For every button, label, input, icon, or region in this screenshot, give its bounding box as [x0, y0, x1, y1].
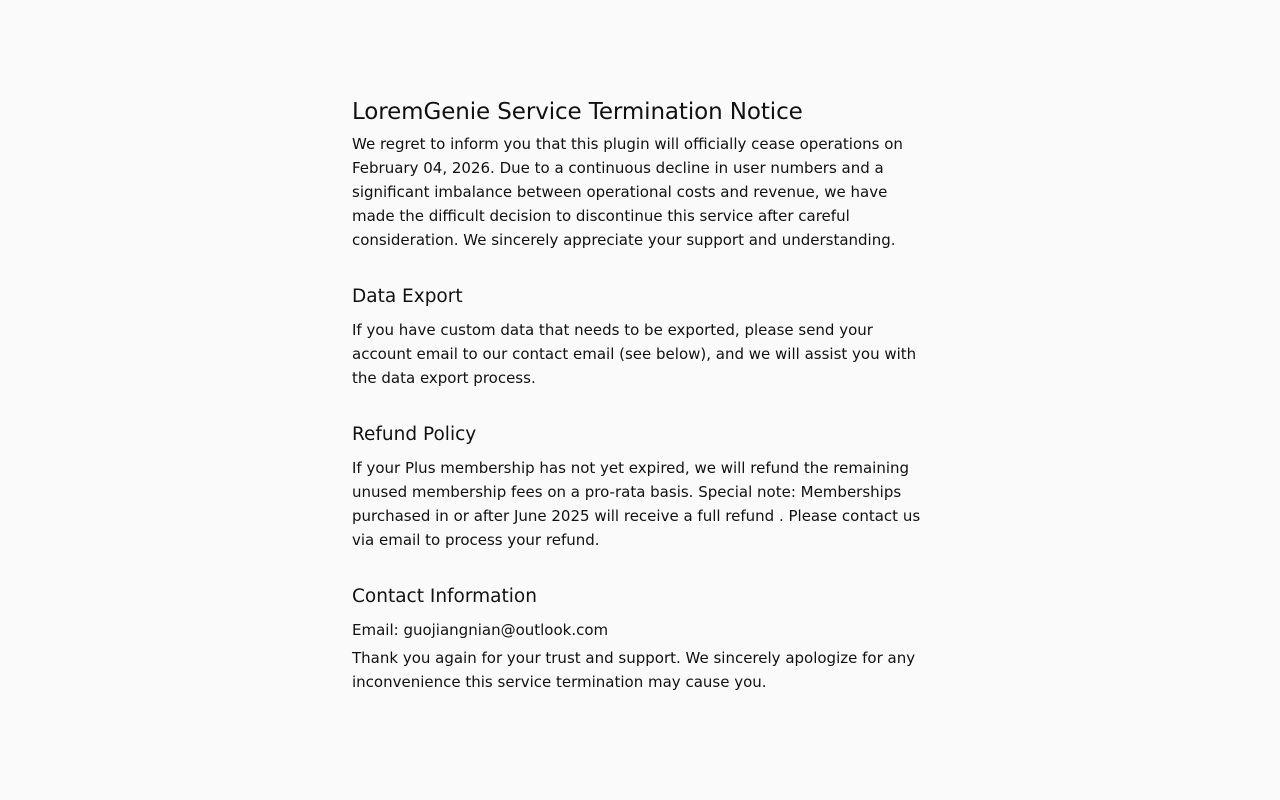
page-title: LoremGenie Service Termination Notice: [352, 99, 803, 125]
data-export-heading: Data Export: [352, 286, 463, 307]
intro-paragraph: We regret to inform you that this plugin will officially cease operations on February 04, 2026. Due to a continuous decline in user numbers and a significant imbalance between operational costs and revenue, we have made the difficult decision to discontinue this service after careful consideration. We sincerely appreciate your support and understanding.: [352, 135, 903, 249]
data-export-paragraph: If you have custom data that needs to be exported, please send your account email to our contact email (see below), and we will assist you with the data export process.: [352, 321, 917, 387]
refund-policy-heading: Refund Policy: [352, 424, 477, 445]
contact-heading: Contact Information: [352, 586, 537, 607]
refund-policy-section: [352, 422, 932, 552]
refund-policy-paragraph: If your Plus membership has not yet expired, we will refund the remaining unused membership fees on a pro-rata basis. Special note: Memberships purchased in or after June 2025 will receive a full refund . Please contact us via email to process your refund.: [352, 459, 921, 549]
contact-email: Email: guojiangnian@outlook.com: [352, 621, 609, 639]
contact-section: [352, 584, 932, 694]
closing-paragraph: Thank you again for your trust and support. We sincerely apologize for any inconvenience this service termination may cause you.: [352, 649, 916, 691]
termination-notice: [352, 96, 932, 694]
data-export-section: [352, 284, 932, 390]
